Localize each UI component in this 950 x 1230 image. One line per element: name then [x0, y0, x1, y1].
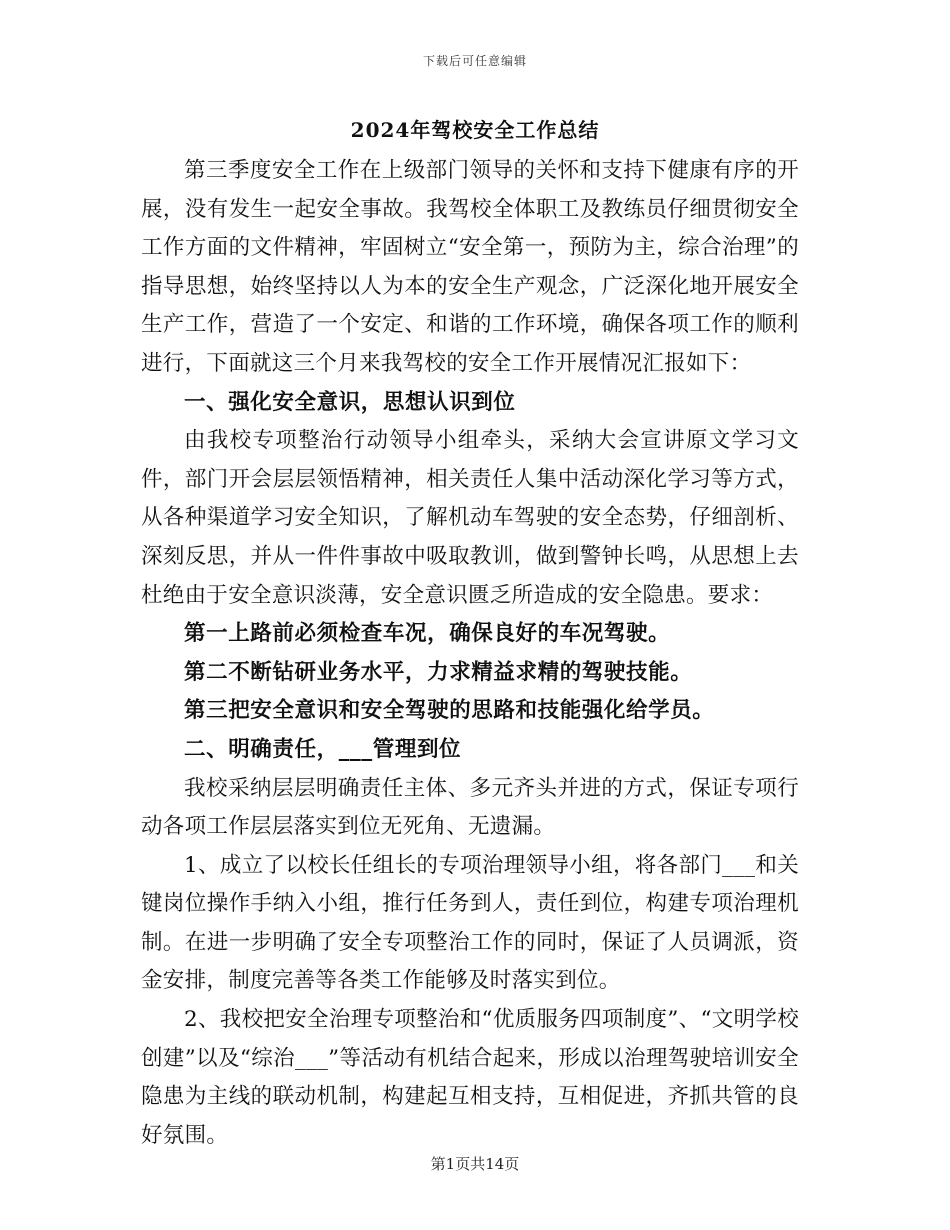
page-number-footer: 第1页共14页 [430, 1155, 520, 1173]
body-paragraph: 由我校专项整治行动领导小组牵头，采纳大会宣讲原文学习文件，部门开会层层领悟精神，相关责任人集中活动深化学习等方式，从各种渠道学习安全知识，了解机动车驾驶的安全态势，仔细剖析、深刻反思，并从一件件事故中吸取教训，做到警钟长鸣，从思想上去杜绝由于安全意识淡薄，安全意识匮乏所造成的安全隐患。要求： [141, 428, 799, 608]
page-header-note: 下载后可任意编辑 [422, 54, 527, 68]
requirement-item-2: 第二不断钻研业务水平，力求精益求精的驾驶技能。 [184, 659, 693, 685]
requirement-item-1: 第一上路前必须检查车况，确保良好的车况驾驶。 [184, 621, 671, 647]
numbered-paragraph-2: 2、我校把安全治理专项整治和“优质服务四项制度”、“文明学校创建”以及“综治___”等活动有机结合起来，形成以治理驾驶培训安全隐患为主线的联动机制，构建起互相支持，互相促进，齐抓共管的良好氛围。 [141, 1007, 799, 1148]
intro-paragraph: 第三季度安全工作在上级部门领导的关怀和支持下健康有序的开展，没有发生一起安全事故。我驾校全体职工及教练员仔细贯彻安全工作方面的文件精神，牢固树立“安全第一，预防为主，综合治理”的指导思想，始终坚持以人为本的安全生产观念，广泛深化地开展安全生产工作，营造了一个安定、和谐的工作环境，确保各项工作的顺利进行，下面就这三个月来我驾校的安全工作开展情况汇报如下： [141, 158, 799, 376]
requirement-item-3: 第三把安全意识和安全驾驶的思路和技能强化给学员。 [184, 698, 715, 724]
body-paragraph: 我校采纳层层明确责任主体、多元齐头并进的方式，保证专项行动各项工作层层落实到位无死角、无遗漏。 [141, 775, 799, 840]
section-heading-2: 二、明确责任，___管理到位 [184, 736, 462, 762]
numbered-paragraph-1: 1、成立了以校长任组长的专项治理领导小组，将各部门___和关键岗位操作手纳入小组，推行任务到人，责任到位，构建专项治理机制。在进一步明确了安全专项整治工作的同时，保证了人员调派，资金安排，制度完善等各类工作能够及时落实到位。 [141, 852, 799, 994]
document-body [141, 152, 799, 1155]
section-heading-1: 一、强化安全意识，思想认识到位 [184, 389, 516, 415]
document-title: 2024年驾校安全工作总结 [350, 118, 600, 142]
